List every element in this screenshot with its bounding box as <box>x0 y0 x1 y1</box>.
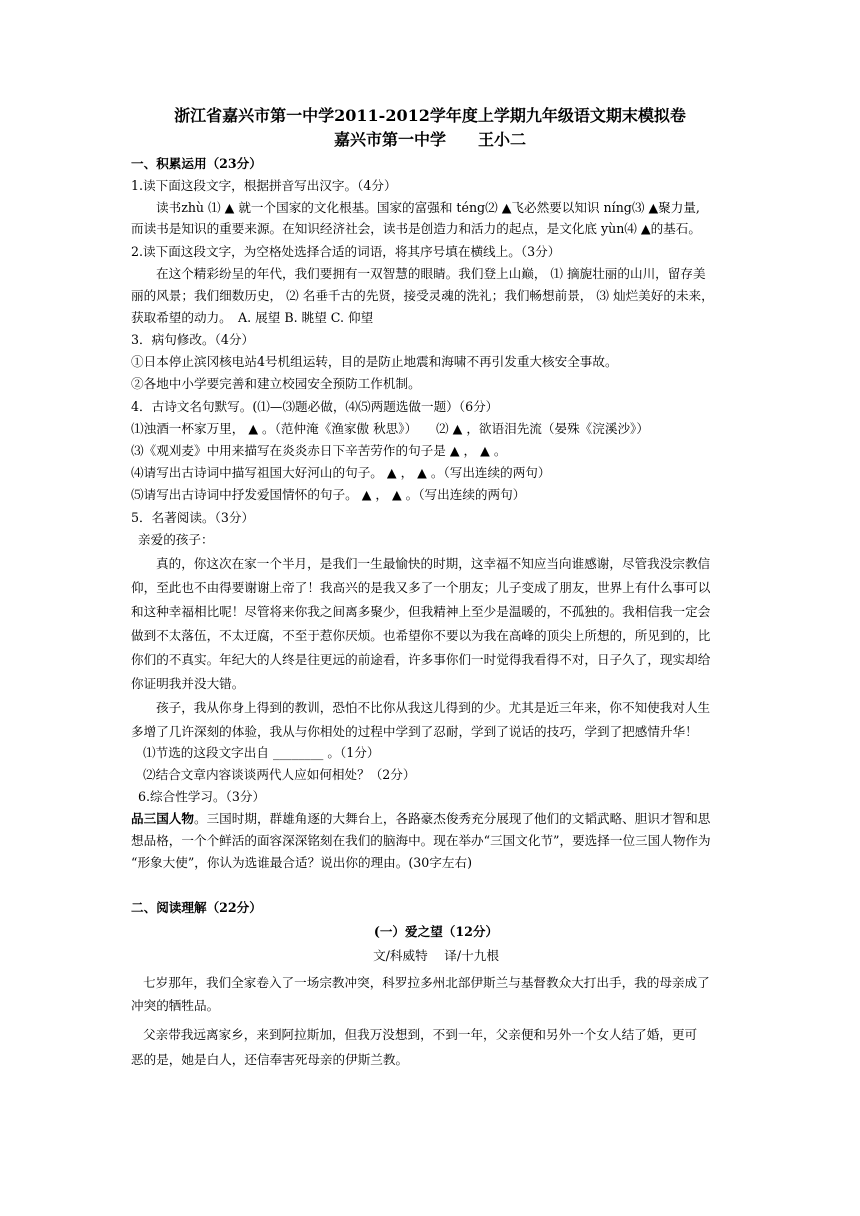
q6-line1-text: 。三国时期，群雄角逐的大舞台上，各路豪杰俊秀充分展现了他们的文韬武略、胆识才智和思 <box>193 811 711 826</box>
article-para1-line1: 七岁那年，我们全家卷入了一场宗教冲突，科罗拉多州北部伊斯兰与基督教众大打出手，我的母亲成了 <box>143 975 710 990</box>
q4-item2: ⑶《观刈麦》中用来描写在炎炎赤日下辛苦劳作的句子是 ▲ ， ▲ 。 <box>131 443 507 458</box>
q5-para2-line1: 孩子，我从你身上得到的教训，恐怕不比你从我这儿得到的少。尤其是近三年来，你不知使我对人生 <box>156 700 711 715</box>
q5-para2-line2: 多增了几许深刻的体验，我从与你相处的过程中学到了忍耐，学到了说话的技巧，学到了把感情升华！ <box>131 724 698 739</box>
section2-heading: 二、阅读理解（22分） <box>131 900 262 915</box>
q6-prompt: 6.综合性学习。（3分） <box>138 789 266 804</box>
q1-prompt: 1.读下面这段文字，根据拼音写出汉字。（4分） <box>131 178 397 193</box>
q1-line1: 读书zhù ⑴ ▲ 就一个国家的文化根基。国家的富强和 téng⑵ ▲飞必然要以知识 níng⑶ ▲聚力量, <box>156 200 700 215</box>
q4-item4: ⑸请写出古诗词中抒发爱国情怀的句子。 ▲ ， ▲ 。（写出连续的两句） <box>131 487 526 502</box>
q5-para1-line4: 做到不太落伍，不太迂腐，不至于惹你厌烦。也希望你不要以为我在高峰的顶尖上所想的，所见到的，比 <box>131 628 711 643</box>
q2-line3: 获取希望的动力。 A. 展望 B. 眺望 C. 仰望 <box>131 310 374 325</box>
q2-line1: 在这个精彩纷呈的年代，我们要拥有一双智慧的眼睛。我们登上山巅， ⑴ 摘旎壮丽的山川，留存美 <box>156 266 706 281</box>
q5-para1-line5: 你们的不真实。年纪大的人终是往更远的前途看，许多事你们一时觉得我看得不对，日子久了，现实却给 <box>131 652 711 667</box>
article-byline: 文/科威特 译/十九根 <box>373 948 499 963</box>
q6-line1 <box>131 811 741 827</box>
q2-line2: 丽的风景；我们细数历史， ⑵ 名垂千古的先贤，接受灵魂的洗礼；我们畅想前景， ⑶ 灿烂美好的未来， <box>131 288 714 303</box>
q3-item1: ①日本停止滨冈核电站4号机组运转，目的是防止地震和海啸不再引发重大核安全事故。 <box>131 354 618 369</box>
q5-salutation: 亲爱的孩子： <box>138 532 214 547</box>
q5-prompt: 5．名著阅读。（3分） <box>131 510 255 525</box>
q3-prompt: 3．病句修改。（4分） <box>131 332 255 347</box>
q4-item1: ⑴浊酒一杯家万里， ▲ 。（范仲淹《渔家傲 秋思》） ⑵ ▲ ，欲语泪先流（晏殊《浣溪沙》） <box>131 421 649 436</box>
page-subtitle: 嘉兴市第一中学 王小二 <box>333 130 526 149</box>
q5-sub2: ⑵结合文章内容谈谈两代人应如何相处？（2分） <box>143 767 416 782</box>
q4-item3: ⑷请写出古诗词中描写祖国大好河山的句子。 ▲ ， ▲ 。（写出连续的两句） <box>131 465 551 480</box>
q6-line2: 想品格，一个个鲜活的面容深深铭刻在我们的脑海中。现在举办“三国文化节”，要选择一位三国人物作为 <box>131 833 711 848</box>
q5-para1-line2: 仰，至此也不由得要谢谢上帝了！我高兴的是我又多了一个朋友；儿子变成了朋友，世界上有什么事可以 <box>131 580 711 595</box>
page-title: 浙江省嘉兴市第一中学2011-2012学年度上学期九年级语文期末模拟卷 <box>174 106 686 125</box>
article-para1-line2: 冲突的牺牲品。 <box>131 998 220 1013</box>
q2-prompt: 2.读下面这段文字，为空格处选择合适的词语，将其序号填在横线上。（3分） <box>131 244 561 259</box>
q3-item2: ②各地中小学要完善和建立校园安全预防工作机制。 <box>131 376 421 391</box>
article-para2-line1: 父亲带我远离家乡，来到阿拉斯加，但我万没想到，不到一年，父亲便和另外一个女人结了婚，更可 <box>143 1027 698 1042</box>
section1-heading: 一、积累运用（23分） <box>131 156 262 171</box>
article-para2-line2: 恶的是，她是白人，还信奉害死母亲的伊斯兰教。 <box>131 1052 409 1067</box>
article-title: (一）爱之望（12分） <box>373 924 499 939</box>
q4-prompt: 4．古诗文名句默写。(⑴—⑶题必做，⑷⑸两题选做一题）（6分） <box>131 399 499 414</box>
q5-para1-line6: 你证明我并没大错。 <box>131 676 245 691</box>
q6-lead: 品三国人物 <box>131 811 194 826</box>
q5-para1-line3: 和这种幸福相比呢！尽管将来你我之间离多聚少，但我精神上至少是温暖的，不孤独的。我相信我一定会 <box>131 604 711 619</box>
q6-line3: “形象大使”，你认为选谁最合适？说出你的理由。(30字左右) <box>131 855 472 870</box>
q5-para1-line1: 真的，你这次在家一个半月，是我们一生最愉快的时期，这幸福不知应当向谁感谢，尽管我没宗教信 <box>156 556 711 571</box>
q1-line2: 而读书是知识的重要来源。在知识经济社会，读书是创造力和活力的起点，是文化底 yùn⑷ ▲的基石。 <box>131 221 701 236</box>
q5-sub1: ⑴节选的这段文字出自 ________ 。（1分） <box>143 745 380 760</box>
